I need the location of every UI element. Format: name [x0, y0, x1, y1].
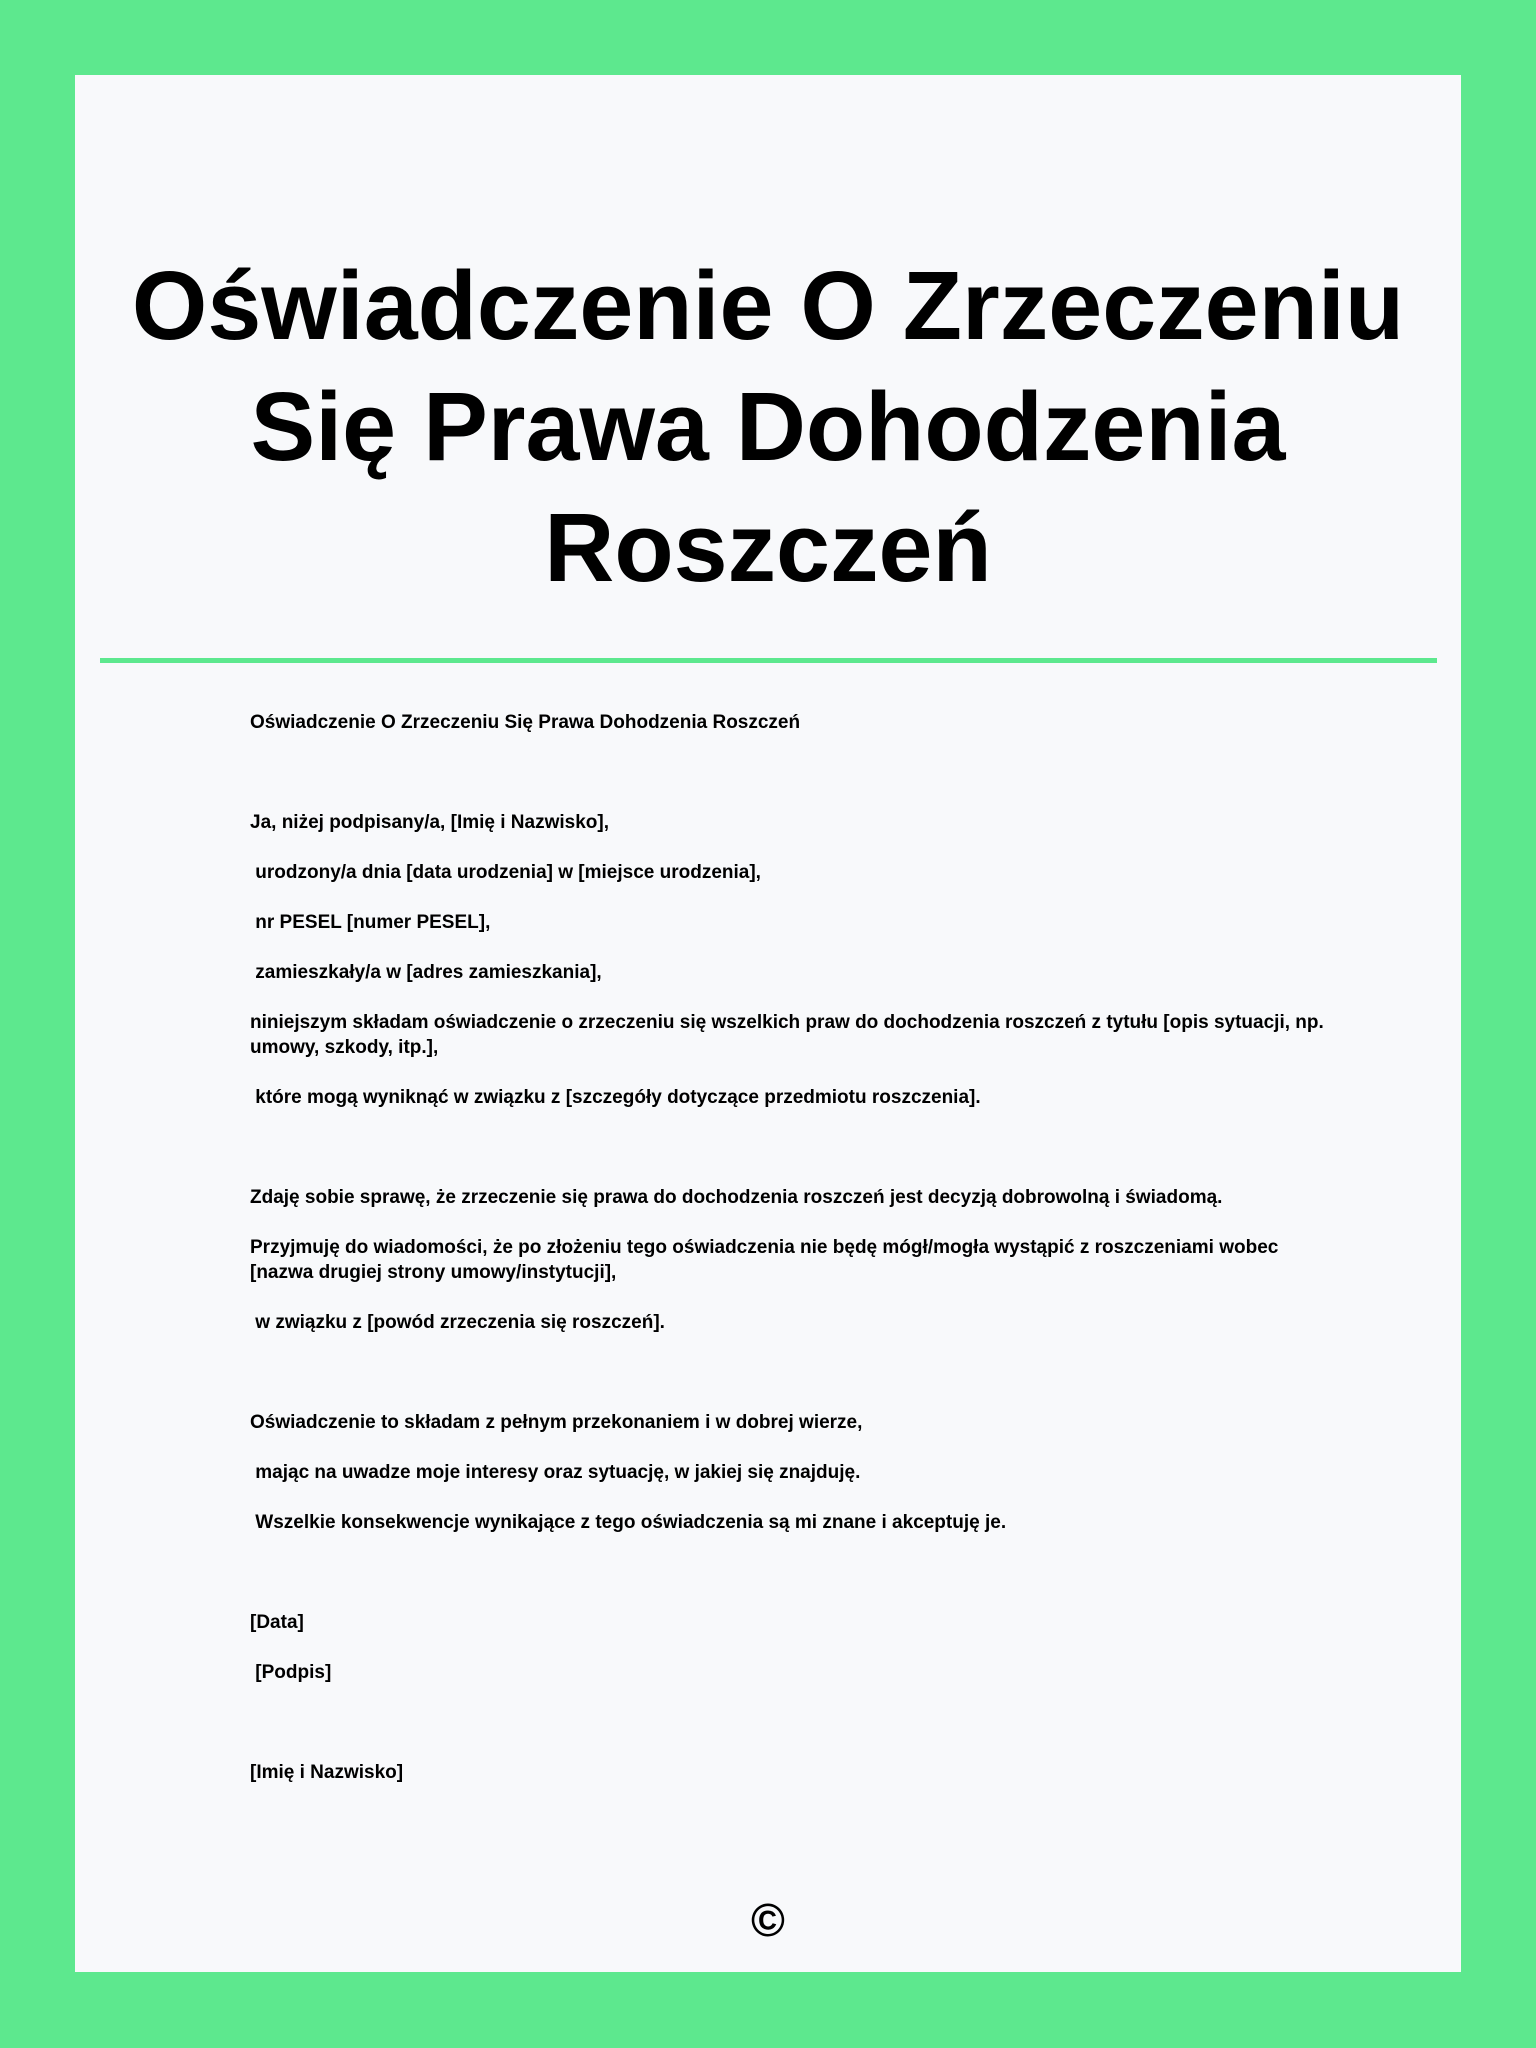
text-line: Przyjmuję do wiadomości, że po złożeniu tego oświadczenia nie będę mógł/mogła wystąpić z roszczeniami wobec [nazwa drugiej strony umowy/instytucji], [250, 1237, 1284, 1283]
text-line: Oświadczenie to składam z pełnym przekonaniem i w dobrej wierze, [250, 1412, 863, 1433]
text-line: Zdaję sobie sprawę, że zrzeczenie się prawa do dochodzenia roszczeń jest decyzją dobrowolną i świadomą. [250, 1187, 1223, 1208]
text-line: niniejszym składam oświadczenie o zrzeczeniu się wszelkich praw do dochodzenia roszczeń z tytułu [opis sytuacji, np. umowy, szkody, itp.], [250, 1012, 1330, 1058]
text-line: Ja, niżej podpisany/a, [Imię i Nazwisko], [250, 812, 609, 833]
text-line: urodzony/a dnia [data urodzenia] w [miejsce urodzenia], [250, 862, 761, 883]
text-line: w związku z [powód zrzeczenia się roszczeń]. [250, 1312, 665, 1333]
text-line: które mogą wyniknąć w związku z [szczegóły dotyczące przedmiotu roszczenia]. [250, 1087, 981, 1108]
text-line: zamieszkały/a w [adres zamieszkania], [250, 962, 602, 983]
text-line: nr PESEL [numer PESEL], [250, 912, 491, 933]
text-line: Wszelkie konsekwencje wynikające z tego oświadczenia są mi znane i akceptuję je. [250, 1512, 1007, 1533]
copyright-icon: © [751, 1894, 785, 1946]
page-title: Oświadczenie O Zrzeczeniu Się Prawa Dohodzenia Roszczeń [131, 251, 1405, 602]
text-line: mając na uwadze moje interesy oraz sytuację, w jakiej się znajduję. [250, 1462, 861, 1483]
date-placeholder: [Data] [250, 1612, 304, 1633]
title-divider [100, 658, 1437, 663]
signature-placeholder: [Podpis] [250, 1662, 332, 1683]
name-placeholder: [Imię i Nazwisko] [250, 1762, 404, 1783]
document-heading: Oświadczenie O Zrzeczeniu Się Prawa Dohodzenia Roszczeń [250, 712, 801, 733]
document-page [75, 75, 1461, 1972]
